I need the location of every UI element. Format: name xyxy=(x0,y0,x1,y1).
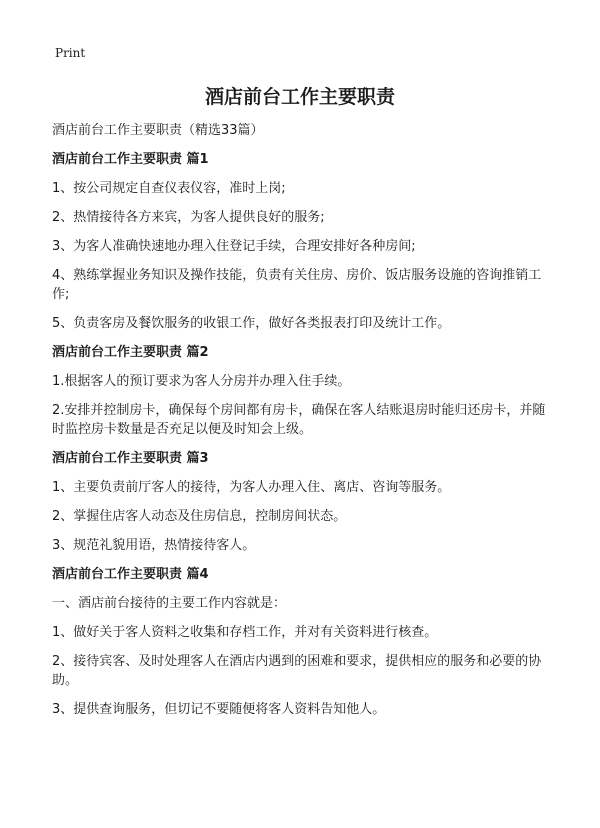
paragraph: 2.安排并控制房卡，确保每个房间都有房卡，确保在客人结账退房时能归还房卡，并随时监控房卡数量是否充足以便及时知会上级。 xyxy=(52,403,546,437)
section-2 xyxy=(52,343,552,439)
paragraph: 3、规范礼貌用语，热情接待客人。 xyxy=(52,538,256,553)
paragraph: 3、为客人准确快速地办理入住登记手续，合理安排好各种房间; xyxy=(52,239,416,254)
paragraph: 一、酒店前台接待的主要工作内容就是： xyxy=(52,596,287,611)
paragraph: 1、主要负责前厅客人的接待，为客人办理入住、离店、咨询等服务。 xyxy=(52,480,451,495)
document-body xyxy=(52,121,552,729)
paragraph: 2、热情接待各方来宾，为客人提供良好的服务; xyxy=(52,210,325,225)
paragraph: 1、做好关于客人资料之收集和存档工作，并对有关资料进行核查。 xyxy=(52,625,438,640)
paragraph: 3、提供查询服务，但切记不要随便将客人资料告知他人。 xyxy=(52,702,386,717)
document-subtitle: 酒店前台工作主要职责（精选33篇） xyxy=(52,123,264,138)
section-heading: 酒店前台工作主要职责 篇2 xyxy=(52,345,209,360)
section-3 xyxy=(52,449,552,555)
section-1 xyxy=(52,150,552,333)
paragraph: 4、熟练掌握业务知识及操作技能，负责有关住房、房价、饭店服务设施的咨询推销工作; xyxy=(52,268,542,302)
paragraph: 2、掌握住店客人动态及住房信息，控制房间状态。 xyxy=(52,509,347,524)
page-title: 酒店前台工作主要职责 xyxy=(204,86,395,108)
section-4 xyxy=(52,565,552,719)
paragraph: 1.根据客人的预订要求为客人分房并办理入住手续。 xyxy=(52,374,351,389)
paragraph: 1、按公司规定自查仪表仪容，准时上岗; xyxy=(52,181,286,196)
section-heading: 酒店前台工作主要职责 篇3 xyxy=(52,451,209,466)
section-heading: 酒店前台工作主要职责 篇4 xyxy=(52,567,209,582)
paragraph: 2、接待宾客、及时处理客人在酒店内遇到的困难和要求，提供相应的服务和必要的协助。 xyxy=(52,654,542,688)
paragraph: 5、负责客房及餐饮服务的收银工作，做好各类报表打印及统计工作。 xyxy=(52,316,451,331)
print-link[interactable]: Print xyxy=(55,46,86,60)
section-heading: 酒店前台工作主要职责 篇1 xyxy=(52,152,209,167)
